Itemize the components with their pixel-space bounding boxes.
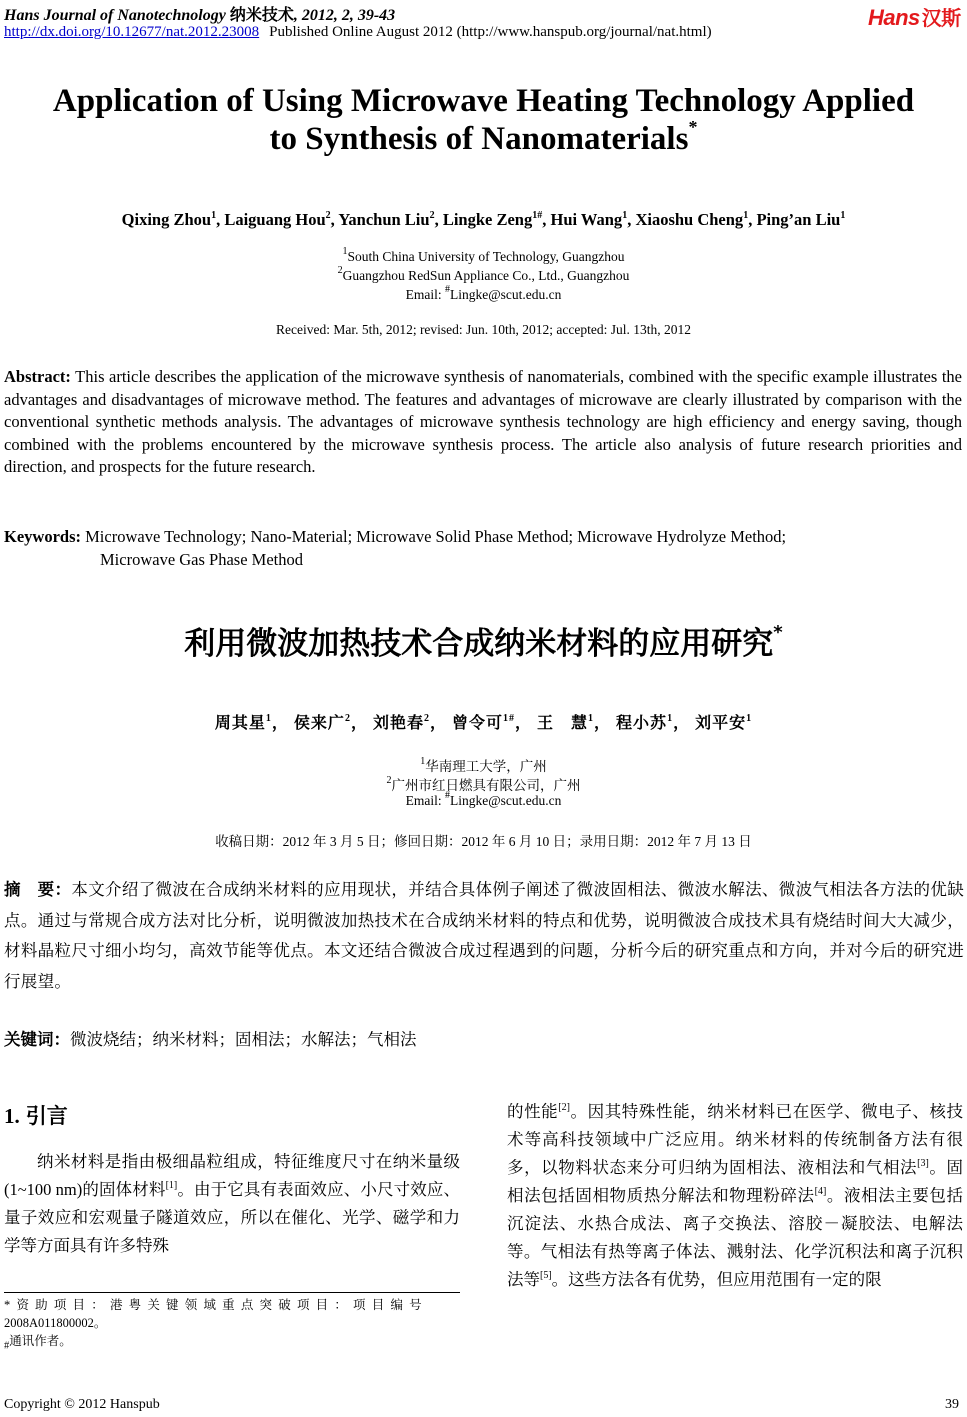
- published-online: Published Online August 2012 (http://www.hanspub.org/journal/nat.html): [269, 24, 712, 40]
- author-affil-sup: 1: [667, 713, 674, 724]
- footnote-corresponding: [4, 1332, 460, 1356]
- citation-ref[interactable]: [2]: [558, 1102, 570, 1113]
- keywords-cn: [4, 1026, 417, 1050]
- journal-header: [4, 2, 395, 25]
- logo-cn: 汉斯: [921, 8, 961, 30]
- email-label: Email:: [405, 287, 445, 302]
- logo-en: Hans: [868, 5, 920, 30]
- copyright: Copyright © 2012 Hanspub: [4, 1397, 160, 1412]
- keywords-en: [4, 526, 962, 571]
- paragraph: [507, 1098, 963, 1294]
- title-line-2: to Synthesis of Nanomaterials: [269, 121, 689, 157]
- hans-logo: [868, 2, 961, 31]
- affil-text: 广州市红日燃具有限公司，广州: [391, 778, 581, 793]
- footnote-divider: [4, 1292, 460, 1293]
- journal-name-cn: 纳米技术: [229, 7, 294, 24]
- author: Hui Wang: [550, 210, 623, 229]
- affil-sup: 2: [337, 265, 343, 276]
- affiliation-2-en: [0, 265, 967, 284]
- body-text: 。这些方法各有优势，但应用范围有一定的限: [551, 1270, 882, 1289]
- body-text: 。固相法包括固相物质热分解法和物理粉碎法: [507, 1158, 964, 1205]
- citation-ref[interactable]: [5]: [540, 1270, 552, 1281]
- funding-mark: *: [688, 117, 698, 137]
- author: Ping’an Liu: [756, 210, 841, 229]
- affil-text: 华南理工大学，广州: [425, 759, 547, 774]
- affiliation-2-cn: [0, 774, 967, 794]
- affil-text: South China University of Technology, Guangzhou: [347, 249, 625, 264]
- author-affil-sup: 1#: [532, 210, 543, 221]
- author: Xiaoshu Cheng: [635, 210, 744, 229]
- journal-name: Hans Journal of Nanotechnology: [4, 7, 226, 24]
- body-text: 。由于它具有表面效应、小尺寸效应、量子效应和宏观量子隧道效应，所以在催化、光学、磁学和力学等方面具有许多特殊: [4, 1180, 460, 1255]
- keywords-line-1: Microwave Technology; Nano-Material; Microwave Solid Phase Method; Microwave Hydrolyze Method;: [85, 527, 787, 546]
- abstract-cn-label: 摘 要：: [4, 880, 72, 899]
- email-sup: #: [444, 284, 450, 295]
- author-affil-sup: 1: [588, 713, 595, 724]
- keywords-label: Keywords:: [4, 527, 81, 546]
- body-column-right: [507, 1098, 963, 1294]
- author-affil-sup: 2: [423, 713, 430, 724]
- author-affil-sup: 2: [325, 210, 331, 221]
- author-affil-sup: 1#: [503, 713, 515, 724]
- author-affil-sup: 1: [840, 210, 846, 221]
- funding-mark-cn: *: [773, 622, 783, 643]
- author-affil-sup: 2: [429, 210, 435, 221]
- author-affil-sup: 1: [746, 713, 753, 724]
- author: 曾令可: [451, 715, 503, 732]
- footnote-funding: *资助项目：港粤关键领域重点突破项目：项目编号: [4, 1298, 428, 1312]
- abstract-text: This article describes the application of the microwave synthesis of nanomaterials, combined with the specific example illustrates the advantages and disadvantages of microwave method. The features and advantages of microwave are clearly illustrated by comparison with the conventional synthetic methods analysis. The advantages of microwave synthesis technology are high efficiency and energy saving, though combined with the problems encountered by the microwave synthesis process. The article also analysis of future research priorities and direction, and prospects for the future research.: [4, 367, 962, 476]
- author: 程小苏: [616, 715, 668, 732]
- abstract-cn-text: 本文介绍了微波在合成纳米材料的应用现状，并结合具体例子阐述了微波固相法、微波水解法、微波气相法各方法的优缺点。通过与常规合成方法对比分析，说明微波加热技术在合成纳米材料的特点和优势，说明微波合成技术具有烧结时间大大减少，材料晶粒尺寸细小均匀，高效节能等优点。本文还结合微波合成过程遇到的问题，分析今后的研究重点和方向，并对今后的研究进行展望。: [4, 880, 964, 991]
- author-affil-sup: 1: [265, 713, 272, 724]
- keywords-line-2: Microwave Gas Phase Method: [100, 549, 303, 569]
- affil-sup: 1: [420, 756, 426, 767]
- author-affil-sup: 1: [622, 210, 628, 221]
- author: Yanchun Liu: [338, 210, 430, 229]
- abstract-cn: [4, 875, 964, 997]
- author-affil-sup: 2: [344, 713, 351, 724]
- title-line-1: Application of Using Microwave Heating Technology Applied: [52, 83, 915, 119]
- body-text: 纳米材料是指由极细晶粒组成，特征维度尺寸在纳米量级(1~100 nm)的固体材料: [4, 1152, 460, 1199]
- paper-title-cn: [0, 618, 967, 663]
- email-sup: #: [444, 790, 450, 801]
- body-text: 的性能: [507, 1102, 559, 1121]
- section-title: 引言: [25, 1104, 68, 1128]
- affiliation-1-cn: [0, 755, 967, 775]
- author: Laiguang Hou: [224, 210, 326, 229]
- author-affil-sup: 1: [743, 210, 749, 221]
- email-cn: [0, 790, 967, 809]
- received-dates-cn: 收稿日期：2012 年 3 月 5 日；修回日期：2012 年 6 月 10 日；录用日期：2012 年 7 月 13 日: [215, 834, 752, 849]
- footnote-mark: #: [4, 1340, 10, 1352]
- section-number: 1.: [4, 1104, 20, 1128]
- abstract-label: Abstract:: [4, 367, 71, 386]
- keywords-cn-label: 关键词：: [4, 1030, 70, 1049]
- author: 王 慧: [537, 715, 589, 732]
- doi-link[interactable]: http://dx.doi.org/10.12677/nat.2012.23008: [4, 24, 260, 40]
- paper-title-en: [0, 82, 967, 158]
- footnotes: [4, 1296, 460, 1356]
- page-number: 39: [945, 1397, 959, 1412]
- footnote-text: 通讯作者。: [9, 1334, 72, 1348]
- author-list-en: Qixing Zhou$^1$, Laiguang Hou$^2$, Yanchun Liu$^2$, Lingke Zeng$^{1\#}$, Hui Wang$^1$, Xiaoshu Cheng$^1$, Ping’an Liu$^1$: [121, 210, 846, 229]
- email-address[interactable]: Lingke@scut.edu.cn: [449, 287, 562, 302]
- doi-line: [4, 24, 712, 41]
- author: 刘艳春: [372, 715, 424, 732]
- affil-sup: 1: [342, 246, 348, 257]
- body-column-left: [4, 1148, 460, 1260]
- body-text: 。因其特殊性能，纳米材料已在医学、微电子、核技术等高科技领域中广泛应用。纳米材料的传统制备方法有很多，以物料状态来分可归纳为固相法、液相法和气相法: [507, 1102, 964, 1177]
- author: 刘平安: [695, 715, 747, 732]
- footnote-funding-number: 2008A011800002。: [4, 1316, 107, 1330]
- email-label: Email:: [405, 793, 445, 808]
- journal-issue: , 2012, 2, 39-43: [293, 7, 396, 24]
- citation-ref[interactable]: [1]: [165, 1180, 178, 1191]
- affiliation-1-en: [0, 246, 967, 265]
- citation-ref[interactable]: [4]: [814, 1186, 827, 1197]
- author: Lingke Zeng: [442, 210, 533, 229]
- section-heading-introduction: [4, 1100, 68, 1130]
- email-address[interactable]: Lingke@scut.edu.cn: [449, 793, 562, 808]
- paragraph: [4, 1148, 460, 1260]
- citation-ref[interactable]: [3]: [917, 1158, 929, 1169]
- author: 侯来广: [293, 715, 345, 732]
- body-text: 。液相法主要包括沉淀法、水热合成法、离子交换法、溶胶－凝胶法、电解法等。气相法有热等离子体法、溅射法、化学沉积法和离子沉积法等: [507, 1186, 964, 1289]
- affil-text: Guangzhou RedSun Appliance Co., Ltd., Guangzhou: [342, 268, 630, 283]
- author-affil-sup: 1: [211, 210, 217, 221]
- received-dates-en: Received: Mar. 5th, 2012; revised: Jun. 10th, 2012; accepted: Jul. 13th, 2012: [275, 322, 692, 337]
- author-list-cn: 周其星$^1$， 侯来广$^2$， 刘艳春$^2$， 曾令可$^{1\#}$， 王 慧$^1$， 程小苏$^1$， 刘平安$^1$: [214, 713, 753, 732]
- title-cn-text: 利用微波加热技术合成纳米材料的应用研究: [184, 626, 774, 662]
- keywords-cn-text: 微波烧结；纳米材料；固相法；水解法；气相法: [70, 1030, 417, 1049]
- affil-sup: 2: [386, 775, 392, 786]
- author: Qixing Zhou: [121, 210, 212, 229]
- email-en: [0, 284, 967, 303]
- abstract-en: [4, 366, 962, 479]
- author: 周其星: [214, 715, 266, 732]
